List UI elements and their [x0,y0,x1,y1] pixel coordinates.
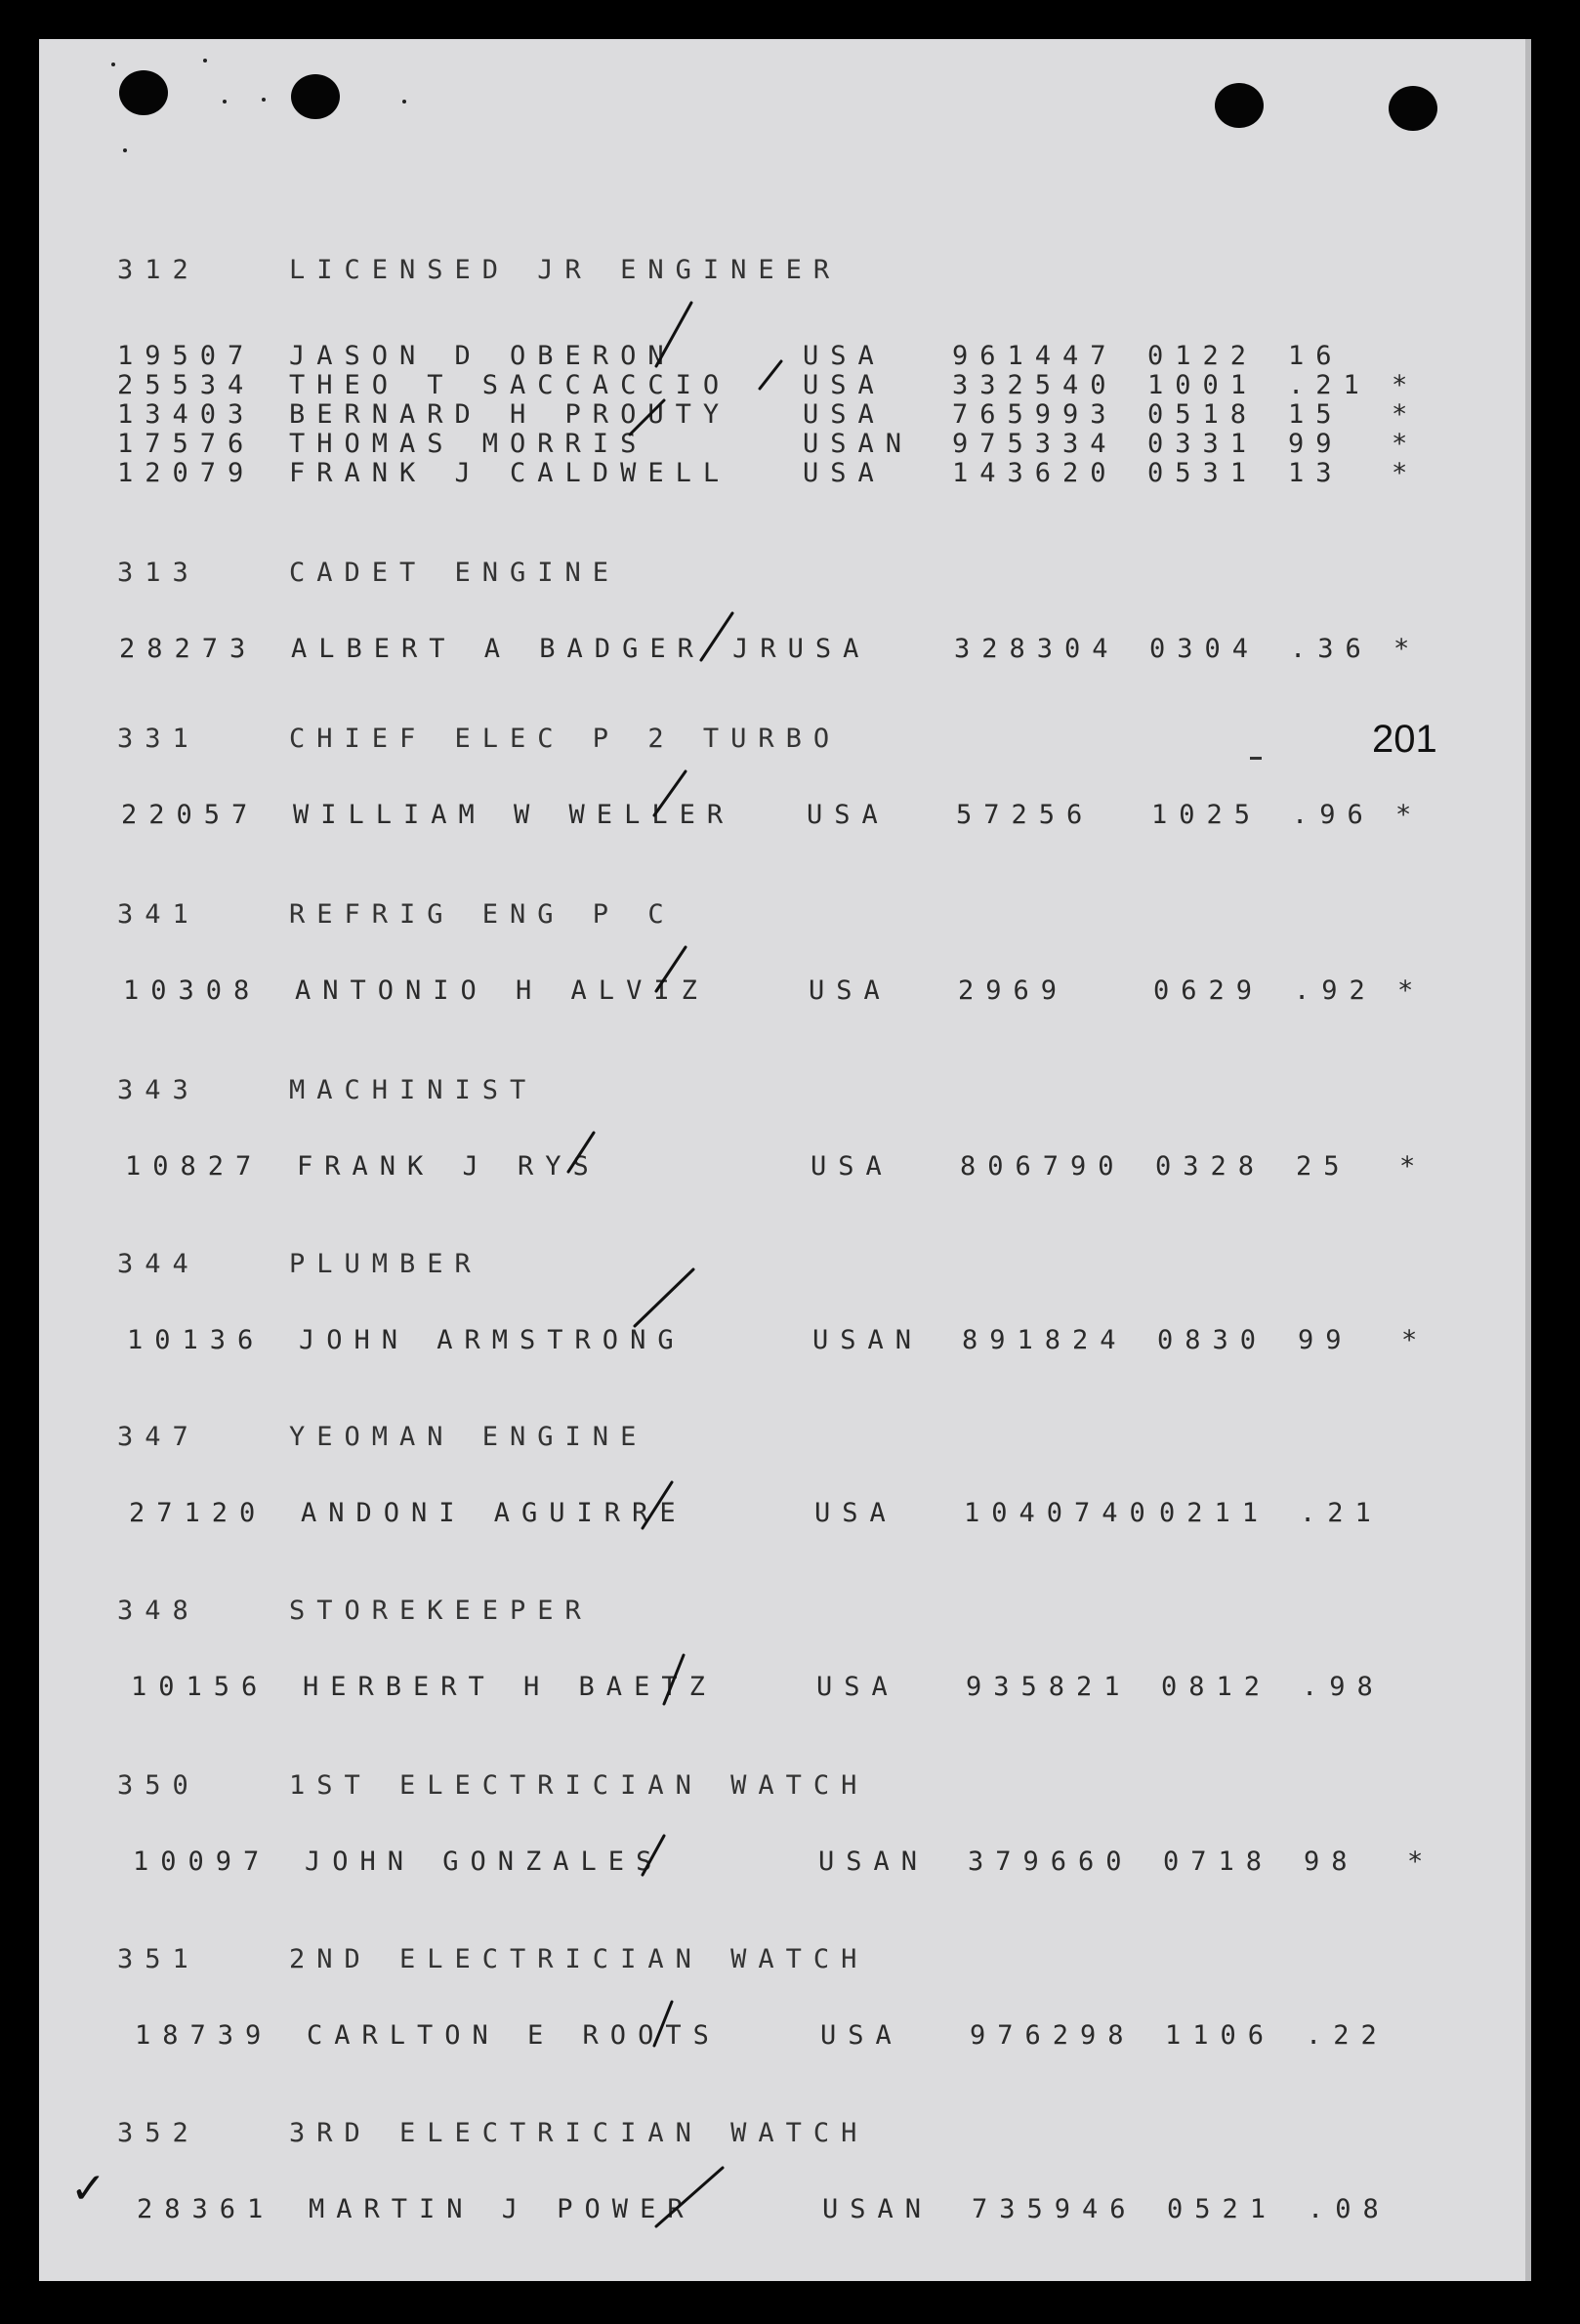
citizenship: USA [803,399,886,430]
table-row [39,975,1525,1008]
citizenship: USAN [803,429,914,459]
crew-name: FRANK J RYS [297,1151,601,1182]
table-row [39,1324,1525,1357]
speck [123,148,127,152]
crew-number: 806790 [960,1151,1126,1182]
citizenship: USA [803,341,886,371]
section-code: 341 [117,899,200,930]
date-code: 0531 [1147,458,1259,488]
section-header [39,1595,1525,1628]
crew-id: 10156 [131,1672,270,1702]
section-header [39,254,1525,287]
crew-name: ANTONIO H ALVIZ [295,975,709,1006]
section-title: 1ST ELECTRICIAN WATCH [289,1770,869,1801]
section-header [39,1769,1525,1803]
table-row [39,633,1525,666]
crew-number: 328304 [954,634,1120,664]
crew-id: 10308 [123,975,262,1006]
table-row [39,1846,1525,1879]
table-row [39,799,1525,832]
date-code: 0521 [1167,2194,1278,2224]
crew-number: 891824 [962,1325,1128,1355]
asterisk-mark: * [1401,1325,1430,1355]
crew-id: 28273 [119,634,258,664]
table-row [39,369,1525,402]
table-row [39,1497,1525,1530]
crew-id: 22057 [121,800,260,830]
section-title: LICENSED JR ENGINEER [289,255,842,285]
punch-hole-3 [1215,83,1264,128]
citizenship: USA [803,370,886,400]
date-code: 0211 [1159,1498,1270,1528]
crew-id: 13403 [117,399,256,430]
date-code: 0331 [1147,429,1259,459]
value-code: .21 [1300,1498,1383,1528]
crew-number: 976298 [970,2020,1136,2051]
section-header [39,1421,1525,1454]
value-code: .96 [1292,800,1375,830]
asterisk-mark: * [1392,458,1420,488]
punch-hole-2 [291,74,340,119]
section-title: MACHINIST [289,1075,538,1105]
section-title: REFRIG ENG P C [289,899,676,930]
asterisk-mark: * [1393,634,1422,664]
crew-number: 735946 [972,2194,1138,2224]
date-code: 1106 [1165,2020,1276,2051]
section-code: 331 [117,724,200,754]
citizenship: USAN [812,1325,924,1355]
crew-id: 10827 [125,1151,264,1182]
crew-number: 57256 [956,800,1095,830]
crew-id: 18739 [135,2020,273,2051]
crew-id: 25534 [117,370,256,400]
crew-number: 1040740 [964,1498,1157,1528]
speck [262,98,266,102]
crew-name: MARTIN J POWER [309,2194,695,2224]
date-code: 0830 [1157,1325,1268,1355]
crew-id: 19507 [117,341,256,371]
section-title: YEOMAN ENGINE [289,1422,648,1452]
speck [203,59,207,62]
crew-number: 765993 [952,399,1118,430]
crew-id: 17576 [117,429,256,459]
asterisk-mark: * [1392,370,1420,400]
date-code: 0812 [1161,1672,1272,1702]
section-header [39,1074,1525,1107]
citizenship: USAN [822,2194,934,2224]
crew-number: 935821 [966,1672,1132,1702]
crew-name: BERNARD H PROUTY [289,399,731,430]
table-row [39,340,1525,373]
crew-name: ANDONI AGUIRRE [301,1498,687,1528]
section-title: PLUMBER [289,1249,482,1279]
citizenship: USA [811,1151,894,1182]
crew-number: 975334 [952,429,1118,459]
date-code: 0629 [1153,975,1265,1006]
asterisk-mark: * [1395,800,1424,830]
crew-id: 10097 [133,1847,271,1877]
section-title: 2ND ELECTRICIAN WATCH [289,1944,869,1974]
crew-name: JOHN ARMSTRONG [299,1325,686,1355]
table-row [39,428,1525,461]
section-code: 350 [117,1770,200,1801]
value-code: .21 [1288,370,1371,400]
section-header [39,1943,1525,1976]
crew-number: 961447 [952,341,1118,371]
value-code: .22 [1306,2020,1389,2051]
crew-name: HERBERT H BAETZ [303,1672,717,1702]
section-header [39,557,1525,590]
table-row [39,2193,1525,2226]
punch-hole-4 [1389,86,1437,131]
table-row [39,1150,1525,1183]
value-code: .98 [1302,1672,1385,1702]
crew-number: 332540 [952,370,1118,400]
date-code: 0718 [1163,1847,1274,1877]
handwritten-check: ✓ [70,2164,106,2214]
crew-id: 27120 [129,1498,268,1528]
citizenship: USAN [818,1847,930,1877]
speck [111,62,115,66]
dash-mark [1250,757,1262,760]
crew-name: CARLTON E ROOTS [307,2020,721,2051]
speck [402,100,406,104]
section-code: 343 [117,1075,200,1105]
date-code: 1001 [1147,370,1259,400]
section-title: STOREKEEPER [289,1596,593,1626]
date-code: 1025 [1151,800,1263,830]
value-code: .92 [1294,975,1377,1006]
section-code: 351 [117,1944,200,1974]
section-header [39,2117,1525,2150]
value-code: 25 [1296,1151,1351,1182]
citizenship: USA [820,2020,903,2051]
section-code: 348 [117,1596,200,1626]
value-code: 99 [1298,1325,1353,1355]
crew-name: THEO T SACCACCIO [289,370,731,400]
crew-name: THOMAS MORRIS [289,429,648,459]
table-row [39,398,1525,432]
asterisk-mark: * [1407,1847,1435,1877]
crew-id: 12079 [117,458,256,488]
value-code: 13 [1288,458,1344,488]
crew-number: 379660 [968,1847,1134,1877]
section-code: 344 [117,1249,200,1279]
section-code: 313 [117,558,200,588]
asterisk-mark: * [1397,975,1426,1006]
citizenship: USA [807,800,890,830]
value-code: .08 [1308,2194,1391,2224]
citizenship: USA [814,1498,897,1528]
citizenship: USA [816,1672,899,1702]
crew-number: 2969 [958,975,1069,1006]
date-code: 0304 [1149,634,1261,664]
crew-name: FRANK J CALDWELL [289,458,731,488]
section-title: CADET ENGINE [289,558,621,588]
section-title: CHIEF ELEC P 2 TURBO [289,724,842,754]
citizenship: USA [803,458,886,488]
section-code: 347 [117,1422,200,1452]
crew-name: WILLIAM W WELLER [293,800,735,830]
document-page [39,39,1531,2281]
crew-number: 143620 [952,458,1118,488]
section-header [39,1248,1525,1281]
asterisk-mark: * [1392,399,1420,430]
asterisk-mark: * [1399,1151,1428,1182]
crew-id: 10136 [127,1325,266,1355]
page-number: 201 [1372,718,1437,761]
asterisk-mark: * [1392,429,1420,459]
crew-id: 28361 [137,2194,275,2224]
value-code: 15 [1288,399,1344,430]
value-code: 98 [1304,1847,1359,1877]
date-code: 0518 [1147,399,1259,430]
table-row [39,457,1525,490]
section-header [39,723,1525,756]
speck [223,100,227,104]
crew-name: JOHN GONZALES [305,1847,664,1877]
date-code: 0122 [1147,341,1259,371]
date-code: 0328 [1155,1151,1267,1182]
crew-name: ALBERT A BADGER JRUSA [291,634,871,664]
value-code: .36 [1290,634,1373,664]
value-code: 99 [1288,429,1344,459]
citizenship: USA [809,975,892,1006]
value-code: 16 [1288,341,1344,371]
section-code: 352 [117,2118,200,2148]
punch-hole-1 [119,70,168,115]
section-header [39,898,1525,932]
section-code: 312 [117,255,200,285]
table-row [39,1671,1525,1704]
crew-name: JASON D OBERON [289,341,676,371]
section-title: 3RD ELECTRICIAN WATCH [289,2118,869,2148]
table-row [39,2019,1525,2053]
